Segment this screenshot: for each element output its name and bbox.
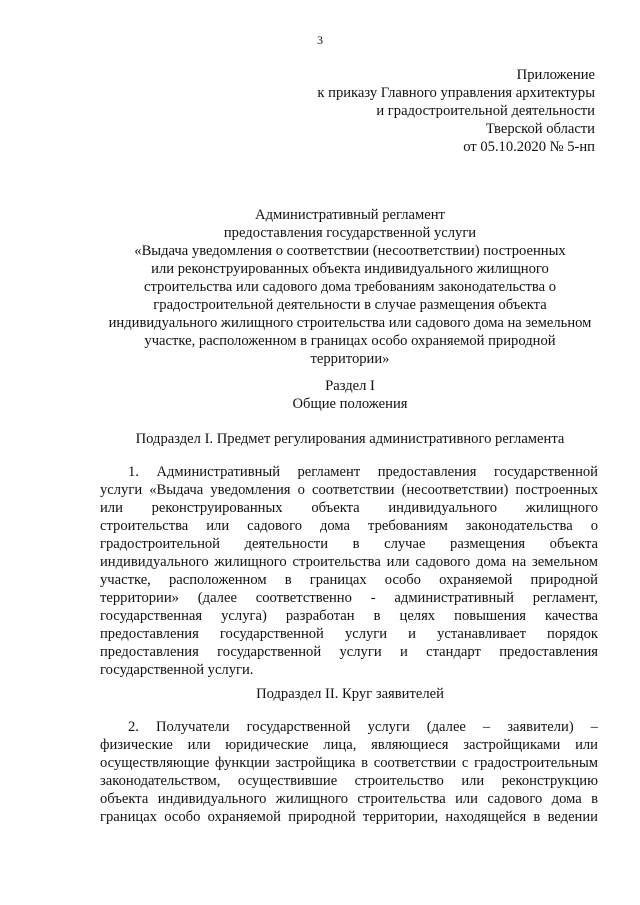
paragraph-line: строительства или садового дома требованиям законодательства о	[100, 518, 598, 534]
regulation-title-line: Административный регламент	[255, 207, 445, 223]
section-name: Общие положения	[292, 396, 408, 412]
paragraph-line: объекта индивидуального жилищного строительства или садового дома в	[100, 791, 598, 807]
paragraph-line: государственная услуга) разработан в целях повышения качества	[100, 608, 598, 624]
regulation-title-line: строительства или садового дома требованиям законодательства о	[144, 279, 556, 295]
paragraph-line: законодательством, осуществившие строительство или реконструкцию	[100, 773, 598, 789]
paragraph-line: границах особо охраняемой природной территории, находящейся в ведении	[100, 809, 598, 825]
paragraph-line: или реконструированных объекта индивидуального жилищного	[100, 500, 598, 516]
regulation-title-line: участке, расположенном в границах особо охраняемой природной	[144, 333, 556, 349]
paragraph-line: участке, расположенном в границах особо охраняемой природной	[100, 572, 598, 588]
paragraph-line: индивидуального жилищного строительства или садового дома на земельном	[100, 554, 598, 570]
section-heading	[0, 377, 640, 413]
appendix-line: от 05.10.2020 № 5-нп	[463, 139, 595, 155]
paragraph-2	[100, 718, 598, 826]
regulation-title-line: «Выдача уведомления о соответствии (несоответствии) построенных	[134, 243, 566, 259]
paragraph-line: государственной услуги.	[100, 662, 254, 678]
paragraph-line: предоставления государственной услуги и устанавливает порядок	[100, 626, 598, 642]
paragraph-line: градостроительной деятельности в случае размещения объекта	[100, 536, 598, 552]
appendix-line: и градостроительной деятельности	[376, 103, 595, 119]
regulation-title-line: территории»	[310, 351, 390, 367]
paragraph-line: 1. Административный регламент предоставления государственной	[128, 464, 598, 480]
appendix-line: к приказу Главного управления архитектуры	[317, 85, 595, 101]
paragraph-1	[100, 463, 598, 679]
regulation-title-line: индивидуального жилищного строительства или садового дома на земельном	[108, 315, 592, 331]
paragraph-line: территории» (далее соответственно - административный регламент,	[100, 590, 598, 606]
paragraph-line: 2. Получатели государственной услуги (далее – заявители) –	[128, 719, 598, 735]
regulation-title-line: или реконструированных объекта индивидуального жилищного	[151, 261, 549, 277]
regulation-title-line: градостроительной деятельности в случае размещения объекта	[153, 297, 547, 313]
subsection-2-heading: Подраздел II. Круг заявителей	[256, 686, 444, 702]
paragraph-line: физические или юридические лица, являющиеся застройщиками или	[100, 737, 598, 753]
subsection-1-heading: Подраздел I. Предмет регулирования административного регламента	[135, 431, 565, 447]
section-number: Раздел I	[325, 378, 375, 394]
appendix-line: Приложение	[516, 67, 595, 83]
appendix-line: Тверской области	[485, 121, 595, 137]
regulation-title	[100, 206, 600, 368]
paragraph-line: предоставления государственной услуги и стандарт предоставления	[100, 644, 598, 660]
paragraph-line: осуществляющие функции застройщика в соответствии с градостроительным	[100, 755, 598, 771]
paragraph-line: услуги «Выдача уведомления о соответствии (несоответствии) построенных	[100, 482, 598, 498]
appendix-block	[175, 66, 595, 156]
regulation-title-line: предоставления государственной услуги	[223, 225, 477, 241]
page-number: 3	[317, 33, 323, 47]
